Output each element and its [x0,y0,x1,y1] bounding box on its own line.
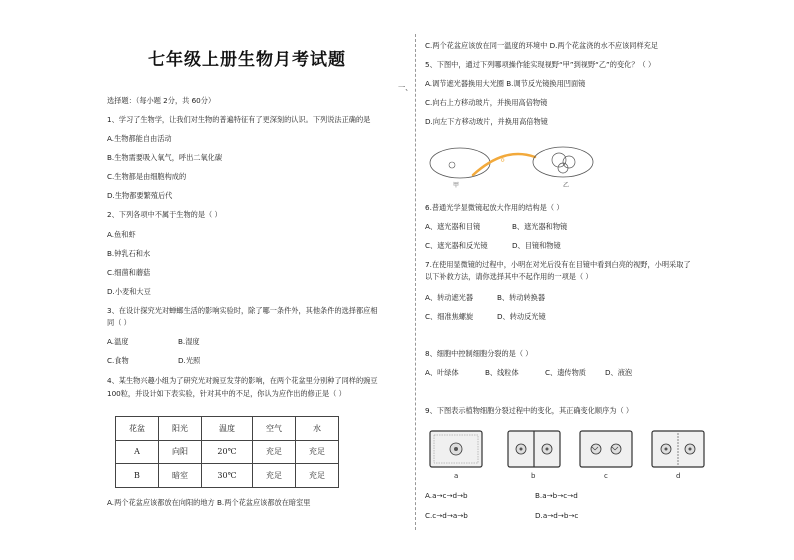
field-yi-label: 乙 [563,182,570,189]
q8-option-a: A、叶绿体 [425,368,459,377]
table-header-cell: 温度 [202,417,253,441]
cell-b-label: b [531,472,536,480]
q7-option-c: C、细准焦螺旋 [425,312,474,321]
q2-option-d: D.小麦和大豆 [107,287,151,296]
q4-stem-line1: 4、某生物兴趣小组为了研究光对豌豆发芽的影响，在两个花盆里分别种了同样的豌豆 [107,376,378,385]
table-cell: 充足 [252,464,295,488]
q8-stem: 8、细胞中控制细胞分裂的是（ ） [425,349,533,358]
q1-stem: 1、学习了生物学，让我们对生物的普遍特征有了更深刻的认识。下列说法正确的是 [107,115,371,124]
table-cell: 充足 [295,440,338,464]
table-cell: 向阳 [159,440,202,464]
q3-option-b: B.湿度 [178,337,200,346]
q2-option-a: A.鱼和虾 [107,230,136,239]
q4-option-ab: A.两个花盆应该都放在向阳的地方 B.两个花盆应该都放在暗室里 [107,498,311,507]
cell-a [430,431,482,467]
q5-option-d: D.向左下方移动玻片，并换用高倍物镜 [425,117,548,126]
field-yi-cell [563,156,575,168]
field-jia-circle [430,148,490,178]
table-cell: 暗室 [159,464,202,488]
q6-option-c: C、遮光器和反光镜 [425,241,488,250]
q1-option-a: A.生物都能自由活动 [107,134,172,143]
table-cell: 充足 [252,440,295,464]
q7-option-a: A、转动遮光器 [425,293,474,302]
q6-option-d: D、目镜和物镜 [512,241,561,250]
q3-stem-line2: 同（ ） [107,318,131,327]
table-row [116,464,339,488]
q5-option-ab: A.调节遮光器换用大光圈 B.调节反光镜换用凹面镜 [425,79,586,88]
table-cell: 20℃ [202,440,253,464]
cell-d-label: d [676,472,681,480]
q3-option-d: D.光照 [178,356,201,365]
table-cell: 充足 [295,464,338,488]
q9-option-c: C.c→d→a→b [425,511,468,520]
q9-option-d: D.a→d→b→c [535,511,579,520]
q1-option-c: C.生物都是由细胞构成的 [107,172,187,181]
q5-stem: 5、下图中，通过下列哪项操作能实现视野“甲”到视野“乙”的变化？（ ） [425,60,656,69]
q2-option-b: B.钟乳石和水 [107,249,151,258]
q1-option-d: D.生物都要繁殖后代 [107,191,173,200]
q6-option-a: A、遮光器和目镜 [425,222,481,231]
column-divider [415,34,416,530]
q3-option-a: A.温度 [107,337,129,346]
field-jia-label: 甲 [453,182,460,189]
page-title: 七年级上册生物月考试题 [148,50,346,70]
field-jia-cell [449,162,455,168]
table-header-cell: 空气 [252,417,295,441]
q6-stem: 6.普通光学显微镜起放大作用的结构是（ ） [425,203,564,212]
q3-stem-line1: 3、在设计探究光对蝉螂生活的影响实验时，除了哪一条件外，其他条件的选择都应相 [107,306,378,315]
q5-option-c: C.向右上方移动玻片，并换用高倍物镜 [425,98,548,107]
q2-stem: 2、下列各项中不属于生物的是（ ） [107,210,222,219]
table-header-row [116,417,339,441]
cell-c [580,431,632,467]
q9-option-a: A.a→c→d→b [425,491,468,500]
table-header-cell: 阳光 [159,417,202,441]
q4-option-cd: C.两个花盆应该放在同一温度的环境中 D.两个花盆浇的水不应该同样充足 [425,41,659,50]
q8-option-c: C、遗传物质 [545,368,586,377]
table-cell: 30℃ [202,464,253,488]
table-row [116,440,339,464]
q3-option-c: C.食物 [107,356,129,365]
q9-stem: 9、下图表示植物细胞分裂过程中的变化，其正确变化顺序为（ ） [425,406,634,415]
table-cell: B [116,464,159,488]
table-header-cell: 花盆 [116,417,159,441]
q6-option-b: B、遮光器和物镜 [512,222,568,231]
q8-option-b: B、线粒体 [485,368,519,377]
q1-option-b: B.生物需要吸入氧气，呼出二氧化碳 [107,153,223,162]
cell-a-label: a [454,472,459,480]
table-cell: A [116,440,159,464]
q7-option-b: B、转动转换器 [497,293,546,302]
q9-option-b: B.a→b→c→d [535,491,578,500]
cell-d [652,431,704,467]
section-number: 一、 [398,83,413,92]
q8-option-d: D、液泡 [605,368,633,377]
section-header: 选择题：（每小题 2分，共 60分） [107,96,216,105]
experiment-table [115,416,339,488]
cell-b [508,431,560,467]
microscope-field-figure [425,135,600,195]
watermark-mark: ᐤ [500,156,506,171]
q4-stem-line2: 100粒，并设计如下表实验，针对其中的不足，你认为应作出的修正是（ ） [107,389,346,398]
field-yi-cell [558,163,568,173]
q7-option-d: D、转动反光镜 [497,312,546,321]
cell-division-figure [428,427,708,481]
cell-c-label: c [604,472,608,480]
q7-stem-line1: 7.在使用显微镜的过程中，小明在对光后没有在目镜中看到白亮的视野，小明采取了 [425,260,691,269]
q7-stem-line2: 以下补救方法，请你选择其中不起作用的一项是（ ） [425,272,593,281]
table-header-cell: 水 [295,417,338,441]
q2-option-c: C.细菌和蘑菇 [107,268,151,277]
